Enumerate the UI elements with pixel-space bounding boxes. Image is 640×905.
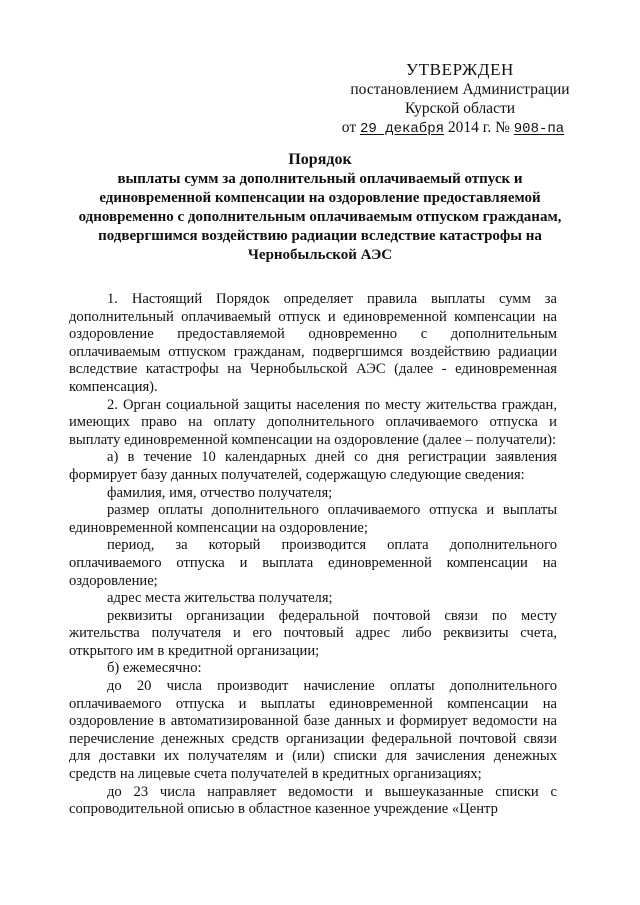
approval-stamp-block (330, 60, 590, 139)
list-item-address: адрес места жительства получателя; (107, 590, 333, 607)
approval-date-line (316, 118, 590, 139)
list-item-by-23rd: до 23 числа направляет ведомости и вышеуказанные списки с сопроводительной описью в областное казенное учреждение «Центр (69, 783, 557, 818)
list-item-by-20th: до 20 числа производит начисление оплаты дополнительного оплачиваемого отпуска и выплаты единовременной компенсации на оздоровление в автоматизированной базе данных и формирует ведомости на перечисление денежных средств организации федеральной почтовой связи для доставки их получателям и (или) списки для зачисления денежных средств на лицевые счета получателей в кредитных организациях; (69, 678, 557, 783)
document-subtitle: выплаты сумм за дополнительный оплачиваемый отпуск и единовременной компенсации на оздоровление предоставляемой одновременно с дополнительным оплачиваемым отпуском гражданам, подвергшимся воздействию радиации вследствие катастрофы на Чернобыльской АЭС (78, 171, 562, 263)
list-item-period: период, за который производится оплата дополнительного оплачиваемого отпуска и выплата единовременной компенсации на оздоровление; (69, 537, 557, 589)
paragraph-2: 2. Орган социальной защиты населения по месту жительства граждан, имеющих право на оплату дополнительного оплачиваемого отпуска и выплату единовременной компенсации на оздоровление (далее – получатели): (69, 396, 557, 448)
date-suffix: 2014 г. № (447, 119, 510, 136)
document-title-block (50, 150, 590, 265)
list-item-amount: размер оплаты дополнительного оплачиваемого отпуска и выплаты единовременной компенсации на оздоровление; (69, 502, 557, 536)
document-heading: Порядок (288, 151, 352, 168)
handwritten-date: 29 декабря (359, 121, 444, 137)
document-body (69, 291, 557, 819)
list-item-name: фамилия, имя, отчество получателя; (107, 484, 333, 501)
date-prefix: от (341, 119, 357, 136)
approved-heading: УТВЕРЖДЕН (406, 60, 514, 79)
approval-line-decree: постановлением Администрации (350, 81, 570, 98)
handwritten-number: 908-па (513, 121, 565, 137)
paragraph-2b: б) ежемесячно: (107, 660, 202, 677)
approval-line-region: Курской области (404, 100, 516, 117)
paragraph-1: 1. Настоящий Порядок определяет правила выплаты сумм за дополнительный оплачиваемый отпуск и единовременной компенсации на оздоровление предоставляемой одновременно с дополнительным оплачиваемым отпуском гражданам, подвергшимся воздействию радиации вследствие катастрофы на Чернобыльской АЭС (далее - единовременная компенсация). (69, 291, 557, 395)
list-item-requisites: реквизиты организации федеральной почтовой связи по месту жительства получателя и его почтовый адрес либо реквизиты счета, открытого им в кредитной организации; (69, 607, 557, 659)
paragraph-2a: а) в течение 10 календарных дней со дня регистрации заявления формирует базу данных получателей, содержащую следующие сведения: (69, 449, 557, 483)
